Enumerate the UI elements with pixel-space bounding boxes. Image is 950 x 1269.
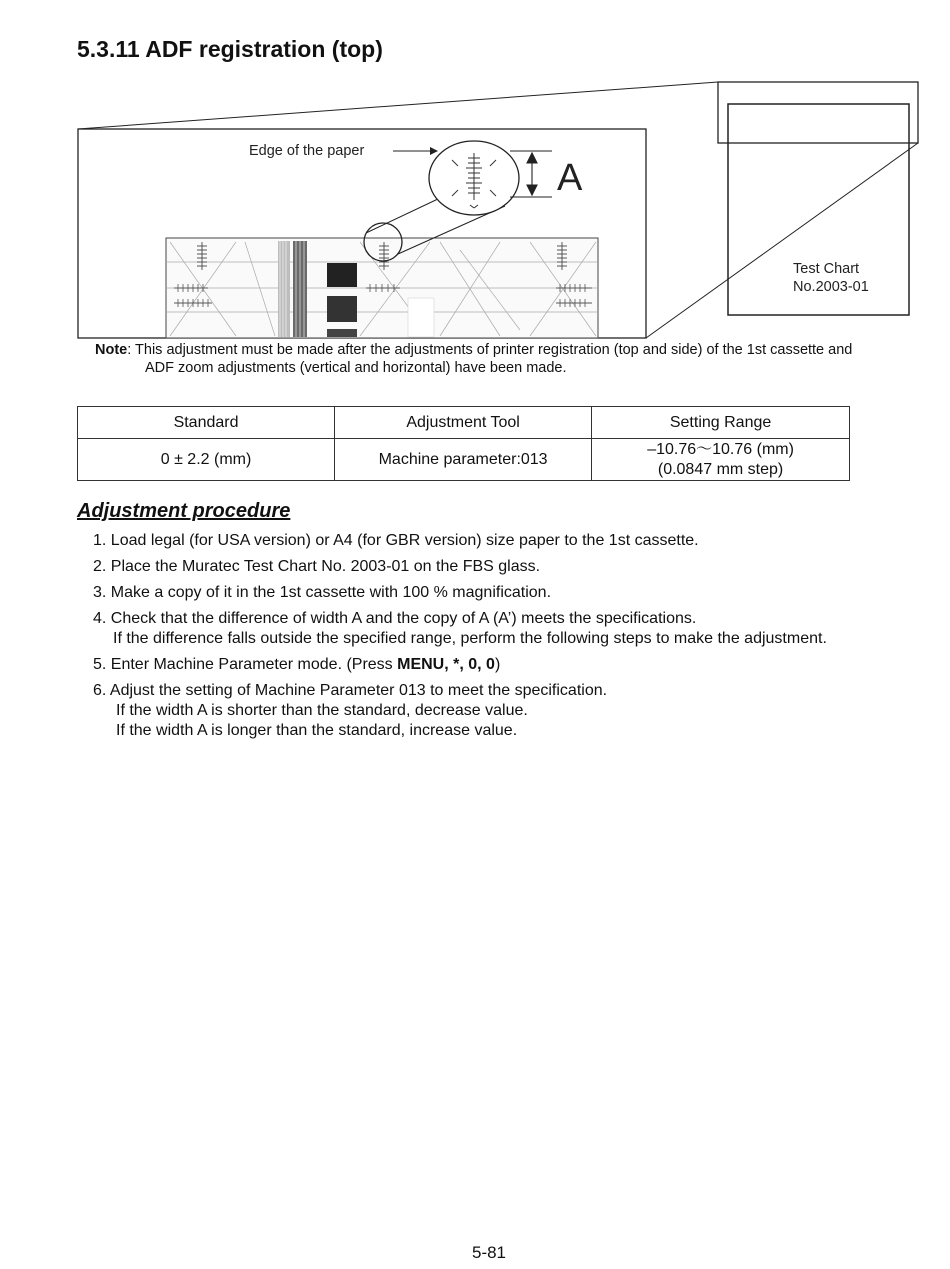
spec-table-row bbox=[78, 439, 850, 481]
range-line2: (0.0847 mm step) bbox=[657, 460, 784, 478]
range-line1: –10.76〜10.76 (mm) bbox=[647, 440, 794, 458]
step-6 bbox=[93, 681, 923, 741]
procedure-steps bbox=[93, 531, 923, 747]
step-4-text: 4. Check that the difference of width A and the copy of A (A’) meets the specifications. bbox=[93, 610, 697, 627]
test-chart-scan bbox=[166, 238, 598, 338]
step-5-pre: 5. Enter Machine Parameter mode. (Press bbox=[93, 656, 398, 673]
step-6-text: 6. Adjust the setting of Machine Parameter 013 to meet the specification. bbox=[93, 682, 608, 699]
edge-of-paper-label: Edge of the paper bbox=[249, 143, 365, 159]
step-4 bbox=[93, 609, 923, 649]
step-6-sub1: If the width A is shorter than the standard, decrease value. bbox=[116, 702, 528, 719]
page-number: 5-81 bbox=[471, 1243, 507, 1262]
adf-registration-diagram bbox=[0, 0, 950, 345]
chart-label-line2: No.2003-01 bbox=[793, 279, 869, 295]
step-5 bbox=[93, 655, 923, 675]
step-3: 3. Make a copy of it in the 1st cassette with 100 % magnification. bbox=[93, 584, 552, 601]
header-adjustment-tool: Adjustment Tool bbox=[335, 407, 592, 439]
note-line1: : This adjustment must be made after the adjustments of printer registration (top and side) of the 1st cassette and bbox=[127, 342, 853, 358]
header-setting-range: Setting Range bbox=[592, 407, 850, 439]
chart-label-line1: Test Chart bbox=[793, 261, 860, 277]
note-line2: ADF zoom adjustments (vertical and horizontal) have been made. bbox=[145, 360, 567, 376]
step-5-keys: MENU, *, 0, 0 bbox=[397, 656, 495, 673]
header-standard: Standard bbox=[78, 407, 335, 439]
step-5-post: ) bbox=[494, 656, 501, 673]
note-label: Note bbox=[95, 342, 128, 358]
spec-table bbox=[77, 406, 850, 481]
spec-table-header-row bbox=[78, 407, 850, 439]
step-6-sub2: If the width A is longer than the standard, increase value. bbox=[116, 722, 518, 739]
cell-standard: 0 ± 2.2 (mm) bbox=[78, 439, 335, 481]
page-title: 5.3.11 ADF registration (top) bbox=[77, 36, 383, 62]
dimension-a-label: A bbox=[557, 157, 583, 199]
procedure-title: Adjustment procedure bbox=[77, 500, 291, 522]
step-1: 1. Load legal (for USA version) or A4 (for GBR version) size paper to the 1st cassette. bbox=[93, 532, 699, 549]
step-2: 2. Place the Muratec Test Chart No. 2003-01 on the FBS glass. bbox=[93, 558, 541, 575]
test-chart-thumbnail bbox=[718, 82, 918, 315]
cell-range bbox=[592, 439, 850, 481]
cell-tool: Machine parameter:013 bbox=[335, 439, 592, 481]
note bbox=[95, 341, 915, 377]
step-4-sub: If the difference falls outside the specified range, perform the following steps to make the adjustment. bbox=[113, 630, 827, 647]
